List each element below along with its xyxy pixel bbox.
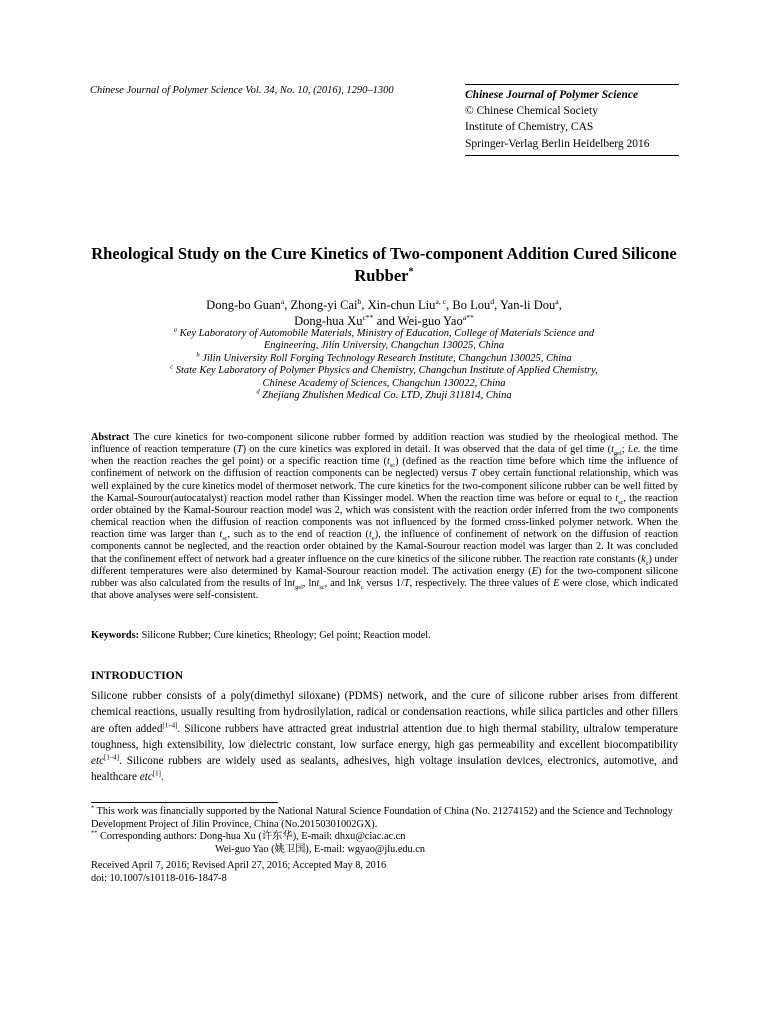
text-run: ), the influence of confinement of network on the diffusion of reaction components cannot be neglected, and the reaction order obtained by the Kamal-Sourour reaction model was larger than 2. It was concluded that the confinement effect of network had a greater influence on the cure kinetics of the silicone rubber. The reaction rate constants ( xyxy=(91,529,678,565)
publisher-institute: Institute of Chemistry, CAS xyxy=(465,121,594,134)
footnote-corresponding-2 xyxy=(91,844,678,857)
keywords-text: Silicone Rubber; Cure kinetics; Rheology; Gel point; Reaction model. xyxy=(139,630,431,641)
text-run: doi: 10.1007/s10118-016-1847-8 xyxy=(91,872,227,884)
text-it: E xyxy=(531,565,539,577)
footnote-corresponding-1 xyxy=(91,831,678,844)
affiliation-b xyxy=(90,353,678,365)
text-sup: a xyxy=(173,326,178,334)
text-it: t xyxy=(219,529,223,541)
affiliations xyxy=(90,328,678,402)
text-sup: d xyxy=(490,296,495,306)
text-sub: sc xyxy=(222,535,228,543)
footnote-received xyxy=(91,860,678,873)
text-run: ) on the cure kinetics was explored in detail. It was observed that the data of gel time ( xyxy=(242,444,612,456)
text-sup: a xyxy=(280,296,285,306)
text-it: T xyxy=(470,468,477,480)
section-heading-introduction: INTRODUCTION xyxy=(91,670,184,682)
text-sub: c xyxy=(645,559,649,567)
author-line-1 xyxy=(90,297,678,313)
paper-title xyxy=(60,243,708,286)
text-it: i.e. xyxy=(627,444,641,456)
text-run: Wei-guo Yao (姚卫国), E-mail: wgyao@jlu.edu.cn xyxy=(215,843,425,855)
text-it: etc xyxy=(91,755,105,768)
text-run: ) (defined as the reaction time before which time the influence of confinement of network on the diffusion of reaction components can be neglected) versus xyxy=(91,456,679,480)
text-sup: [1] xyxy=(152,769,161,778)
text-sup: * xyxy=(91,804,95,812)
text-sup: [1–4] xyxy=(162,720,178,729)
footnotes xyxy=(91,806,678,886)
text-it: T xyxy=(236,444,243,456)
text-sup: c xyxy=(170,363,174,371)
text-sup: d xyxy=(256,388,260,396)
text-run: versus 1/ xyxy=(363,577,404,589)
text-sub: c xyxy=(360,583,364,591)
text-run: The cure kinetics for two-component silicone rubber formed by addition reaction was studied by the rheological method. The influence of reaction temperature ( xyxy=(91,432,678,456)
text-sub: sc xyxy=(618,498,624,506)
text-run: , Xin-chun Liu xyxy=(361,298,436,312)
text-run: , xyxy=(558,298,562,312)
text-sup: c** xyxy=(362,312,374,322)
text-it: etc xyxy=(139,771,153,784)
text-sub: e xyxy=(371,535,375,543)
footnote-rule xyxy=(91,802,278,803)
text-run: , Yan-li Dou xyxy=(494,298,556,312)
footnote-doi xyxy=(91,873,678,886)
author-line-2 xyxy=(90,313,678,329)
text-sup: a xyxy=(555,296,559,306)
text-run: , ln xyxy=(302,577,317,589)
text-run: Jilin University Roll Forging Technology Research Institute, Changchun 130025, China xyxy=(199,352,572,364)
text-run: obey certain functional relationship, which was well explained by the cure kinetics model of thermoset network. The cure kinetics for the two-component silicone rubber can be well fitted by the Kamal-Sourour(autocatalyst) reaction model rather than Kissinger model. When the reaction time was before or equal to xyxy=(91,468,678,504)
text-sup: ** xyxy=(91,829,98,837)
journal-citation: Chinese Journal of Polymer Science Vol. 34, No. 10, (2016), 1290–1300 xyxy=(90,85,394,96)
footnote-funding xyxy=(91,806,678,831)
text-sup: a** xyxy=(462,312,474,322)
affiliation-a-line-1 xyxy=(90,328,678,340)
text-sub: gel xyxy=(295,583,303,591)
text-run: Chinese Academy of Sciences, Changchun 130022, China xyxy=(262,377,506,389)
text-run: the time when the reaction reaches the gel point) or a specific reaction time ( xyxy=(91,444,678,468)
text-run: Received April 7, 2016; Revised April 27, 2016; Accepted May 8, 2016 xyxy=(91,860,387,872)
text-run: Engineering, Jilin University, Changchun 130025, China xyxy=(263,340,505,352)
text-sub: gel xyxy=(613,450,622,458)
text-run: Key Laboratory of Automobile Materials, Ministry of Education, College of Materials Science and xyxy=(177,328,595,339)
text-run: , the reaction order obtained by the Kamal-Sourour reaction model was 2, which was consistent with the reaction order inferred from the two components chemical reaction when the diffusion of reaction components was not influenced by the formed cross-linked polymer network. When the reaction time was larger than xyxy=(91,492,678,541)
text-run: Dong-bo Guan xyxy=(206,298,281,312)
text-sup: b xyxy=(196,351,200,359)
text-it: t xyxy=(292,577,296,589)
affiliation-c-line-1 xyxy=(90,365,678,377)
text-it: t xyxy=(369,529,372,541)
text-run: Zhejiang Zhulishen Medical Co. LTD, Zhuji 311814, China xyxy=(259,390,512,402)
text-run: . xyxy=(160,771,164,784)
publisher-box xyxy=(465,84,679,156)
text-run: , respectively. The three values of xyxy=(409,577,554,589)
text-run: . Silicone rubbers are widely used as sealants, adhesives, high voltage insulation devices, electronics, automotive, and healthcare xyxy=(91,755,678,784)
text-sup: b xyxy=(357,296,362,306)
text-sup: a, c xyxy=(435,296,447,306)
publisher-journal-name: Chinese Journal of Polymer Science xyxy=(465,89,639,101)
text-run: Silicone rubber consists of a poly(dimethyl siloxane) (PDMS) network, and the cure of silicone rubber arises from different chemical reactions, usually resulting from hydrosilylation, radical or condensation reactions, while silica particles and other fillers are often added xyxy=(91,690,678,735)
author-list xyxy=(90,297,678,329)
text-run: Dong-hua Xu xyxy=(294,314,363,328)
abstract-text xyxy=(91,432,678,601)
introduction-paragraph xyxy=(91,688,678,786)
text-it: t xyxy=(316,577,320,589)
abstract xyxy=(91,432,678,602)
text-run: ) under different temperatures were also determined by Kamal-Sourour reaction model. The activation energy ( xyxy=(91,553,678,577)
text-run: State Key Laboratory of Polymer Physics and Chemistry, Changchun Institute of Applied Chemistry, xyxy=(173,365,598,377)
text-run: , Bo Lou xyxy=(446,298,491,312)
keywords xyxy=(91,630,678,641)
affiliation-d xyxy=(90,390,678,402)
text-run: were close, which indicated that above analyses were self-consistent. xyxy=(91,577,678,602)
abstract-label: Abstract xyxy=(91,432,130,443)
text-run: and Wei-guo Yao xyxy=(373,314,463,328)
text-run: , Zhong-yi Cai xyxy=(284,298,358,312)
text-run: This work was financially supported by the National Natural Science Foundation of China (No. 21274152) and the Science and Technology Development Project of Jilin Province, China (No.20150301002GX). xyxy=(91,806,673,830)
text-it: t xyxy=(611,444,614,456)
publisher-society: © Chinese Chemical Society xyxy=(465,105,598,118)
text-it: t xyxy=(615,492,619,504)
text-it: E xyxy=(553,577,560,589)
text-run: , and ln xyxy=(324,577,357,589)
keywords-label: Keywords: xyxy=(91,630,140,641)
publisher-rule-bottom xyxy=(465,155,679,156)
text-it: k xyxy=(356,577,361,589)
paper-title-text: Rheological Study on the Cure Kinetics of Two-component Addition Cured Silicone Rubber xyxy=(91,244,677,285)
text-it: T xyxy=(403,577,410,589)
text-sub: sc xyxy=(319,583,325,591)
publisher-springer: Springer-Verlag Berlin Heidelberg 2016 xyxy=(465,137,650,150)
text-sup: [1–4] xyxy=(104,753,120,762)
text-run: , such as to the end of reaction ( xyxy=(227,529,369,541)
affiliation-a-line-2 xyxy=(90,340,678,352)
text-run: Corresponding authors: Dong-hua Xu (许东华), E-mail: dhxu@ciac.ac.cn xyxy=(97,831,406,843)
publisher-rule-top xyxy=(465,84,679,85)
affiliation-c-line-2 xyxy=(90,378,678,390)
text-it: t xyxy=(386,456,390,468)
text-run: ) for the two-component silicone rubber was also calculated from the results of ln xyxy=(91,565,678,589)
text-run: ; xyxy=(621,444,628,456)
title-footnote-marker: * xyxy=(408,266,414,277)
text-it: k xyxy=(641,553,646,565)
text-sub: sc xyxy=(389,462,396,470)
text-run: . Silicone rubbers have attracted great industrial attention due to high thermal stability, ultralow temperature toughness, high extensibility, low dielectric constant, low surface energy, high gas permeability and excellent biocompatibility xyxy=(91,722,678,751)
